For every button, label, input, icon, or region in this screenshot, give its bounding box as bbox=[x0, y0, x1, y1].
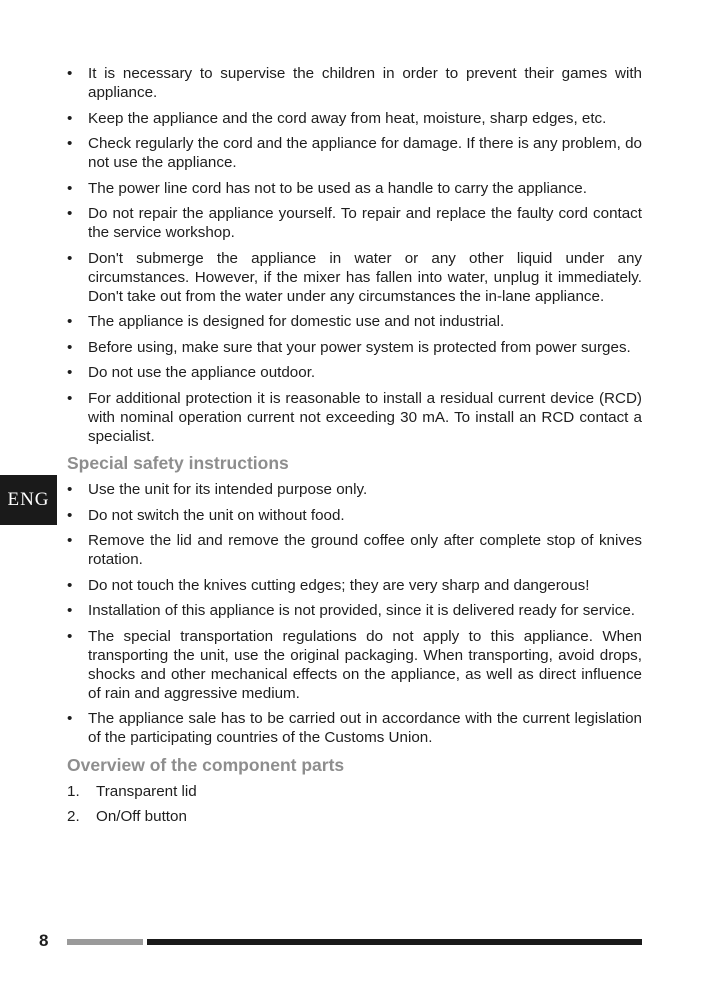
list-item: • Check regularly the cord and the appliance for damage. If there is any problem, do not use the appliance. bbox=[67, 134, 642, 172]
list-item: • The appliance is designed for domestic use and not industrial. bbox=[67, 312, 642, 331]
list-item: • Do not touch the knives cutting edges; they are very sharp and dangerous! bbox=[67, 576, 642, 595]
part-label: On/Off button bbox=[96, 808, 187, 825]
list-item: • The power line cord has not to be used as a handle to carry the appliance. bbox=[67, 179, 642, 198]
part-number: 1. bbox=[67, 782, 80, 800]
overview-heading: Overview of the component parts bbox=[67, 754, 345, 775]
list-item: • The appliance sale has to be carried out in accordance with the current legislation of the participating countries of the Customs Union. bbox=[67, 709, 642, 747]
list-item: • The special transportation regulations do not apply to this appliance. When transporting the unit, use the original packaging. When transporting, avoid drops, shocks and other mechanical effects on the appliance, as well as direct influence of rain and aggressive medium. bbox=[67, 627, 642, 703]
list-item: • Don't submerge the appliance in water or any other liquid under any circumstances. However, if the mixer has fallen into water, unplug it immediately. Don't take out from the water under any circumstances the in-lane appliance. bbox=[67, 249, 642, 306]
part-number: 2. bbox=[67, 808, 80, 825]
list-item: • Do not use the appliance outdoor. bbox=[67, 363, 642, 382]
language-tab: ENG bbox=[0, 475, 57, 525]
list-item: • Before using, make sure that your power system is protected from power surges. bbox=[67, 338, 642, 357]
list-item: • Do not switch the unit on without food. bbox=[67, 506, 642, 525]
list-item: • Remove the lid and remove the ground coffee only after complete stop of knives rotation. bbox=[67, 531, 642, 569]
footer-rule-black bbox=[147, 939, 642, 945]
footer-rule-gray bbox=[67, 939, 143, 945]
page-content bbox=[67, 64, 642, 833]
list-item: • Do not repair the appliance yourself. To repair and replace the faulty cord contact the service workshop. bbox=[67, 204, 642, 242]
list-item: • Keep the appliance and the cord away from heat, moisture, sharp edges, etc. bbox=[67, 109, 642, 128]
list-item: • It is necessary to supervise the children in order to prevent their games with appliance. bbox=[67, 64, 642, 102]
special-safety-heading: Special safety instructions bbox=[67, 453, 289, 473]
page-number: 8 bbox=[39, 931, 49, 950]
list-item: • Use the unit for its intended purpose only. bbox=[67, 480, 642, 499]
part-item bbox=[67, 782, 642, 801]
safety-list bbox=[67, 64, 642, 446]
part-item bbox=[67, 807, 642, 826]
special-safety-list bbox=[67, 480, 642, 747]
component-parts-list bbox=[67, 782, 642, 827]
list-item: • Installation of this appliance is not provided, since it is delivered ready for service. bbox=[67, 601, 642, 620]
part-label: Transparent lid bbox=[96, 782, 197, 800]
list-item: • For additional protection it is reasonable to install a residual current device (RCD) with nominal operation current not exceeding 30 mA. To install an RCD contact a specialist. bbox=[67, 389, 642, 446]
